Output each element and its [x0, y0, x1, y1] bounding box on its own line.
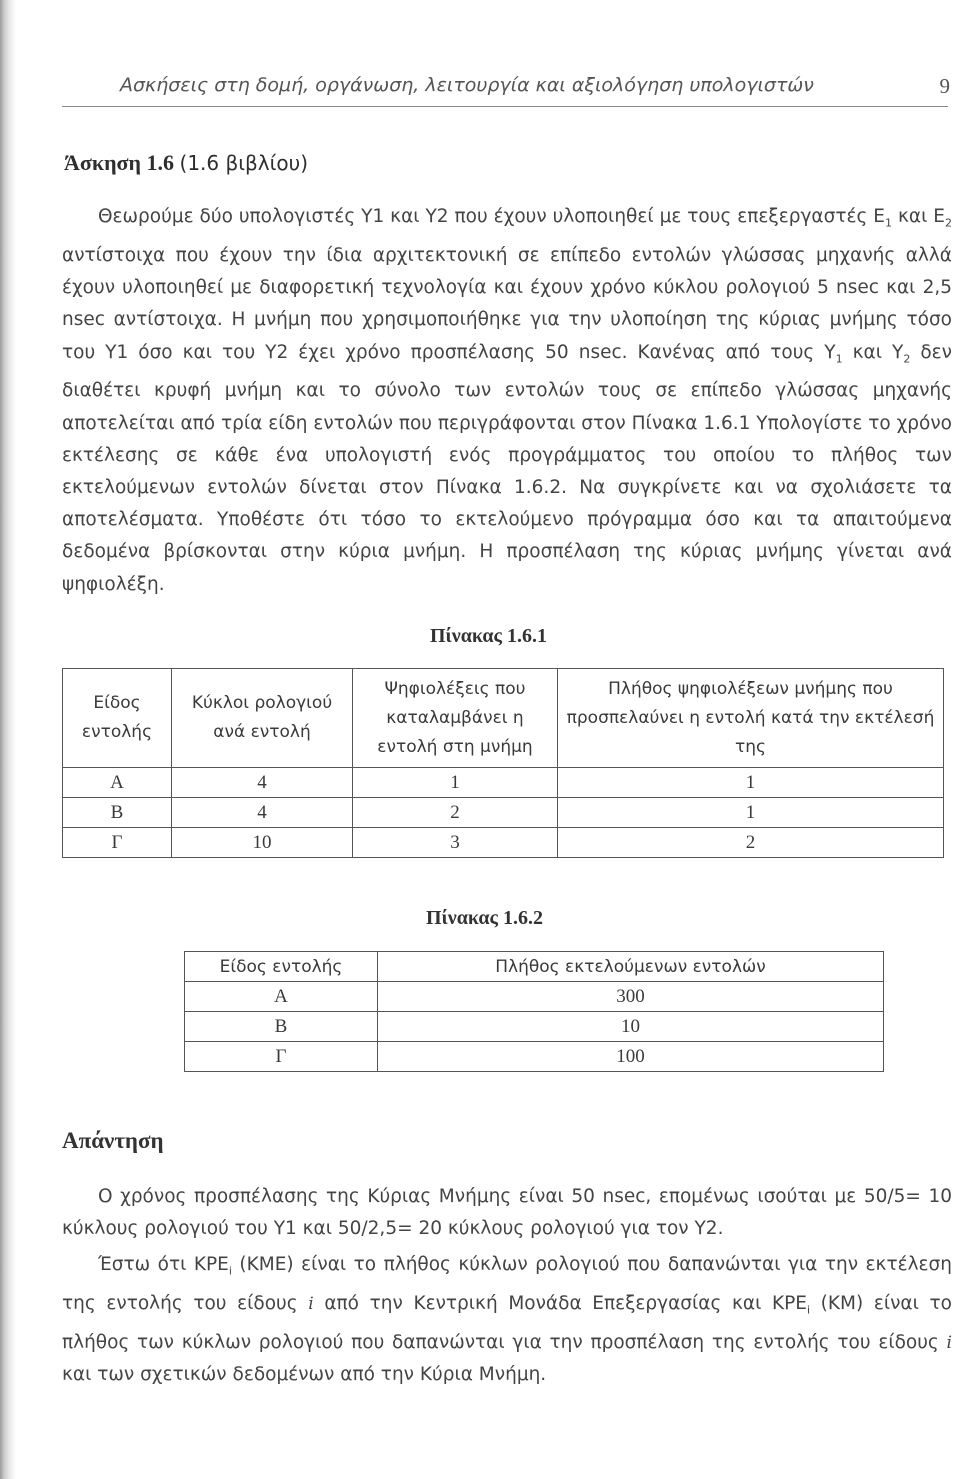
table1-header-cell: Είδος εντολής: [63, 669, 172, 768]
table-cell: 1: [353, 768, 558, 798]
answer-paragraph-2: [62, 1249, 952, 1391]
instruction-count-table: [184, 951, 884, 1072]
y1-subscript: 1: [835, 352, 843, 366]
problem-text-2: και: [897, 206, 928, 227]
table2-header-row: [185, 952, 884, 982]
y2-letter: Υ: [892, 341, 904, 363]
table2-header-cell: Είδος εντολής: [185, 952, 378, 982]
exercise-number: Άσκηση 1.6: [64, 150, 175, 175]
table-cell: Γ: [63, 828, 172, 858]
table-row: [185, 1012, 884, 1042]
table-cell: Γ: [185, 1042, 378, 1072]
answer-text-b: (ΚΜΕ) είναι το πλήθος κύκλων ρολογιού που δαπανώνται για την εκτέλεση της εντολής του είδους: [62, 1254, 952, 1314]
table-cell: 300: [378, 982, 884, 1012]
e1-subscript: 1: [885, 216, 892, 230]
kpe-subscript: i: [806, 1303, 811, 1317]
table-cell: Β: [63, 798, 172, 828]
table-cell: 1: [558, 798, 944, 828]
table1-header-cell: Ψηφιολέξεις που καταλαμβάνει η εντολή στη μνήμη: [353, 669, 558, 768]
problem-text-1: Θεωρούμε δύο υπολογιστές Υ1 και Υ2 που έχουν υλοποιηθεί με τους επεξεργαστές: [98, 206, 868, 227]
y2-subscript: 2: [903, 352, 911, 366]
table-row: [63, 828, 944, 858]
problem-text-5: δεν διαθέτει κρυφή μνήμη και το σύνολο των εντολών τους σε επίπεδο γλώσσας μηχανής αποτελείται από τρία είδη εντολών που περιγράφονται στον Πίνακα 1.6.1 Υπολογίστε το χρόνο εκτέλεσης σε κάθε ένα υπολογιστή ενός προγράμματος του οποίου το πλήθος των εκτελούμενων εντολών δίνεται στον Πίνακα 1.6.2. Να συγκρίνετε και να σχολιάσετε τα αποτελέσματα. Υποθέστε ότι τόσο το εκτελούμενο πρόγραμμα όσο και τα απαιτούμενα δεδομένα βρίσκονται στην κύρια μνήμη. Η προσπέλαση της κύριας μνήμης γίνεται ανά ψηφιολέξη.: [62, 341, 952, 595]
running-title: Ασκήσεις στη δομή, οργάνωση, λειτουργία και αξιολόγηση υπολογιστών: [120, 74, 814, 96]
answer-text-c: από την Κεντρική Μονάδα Επεξεργασίας και ΚΡΕ: [324, 1292, 807, 1314]
e1-letter: Ε: [873, 206, 885, 227]
exercise-title: [64, 150, 308, 176]
table2-caption: Πίνακας 1.6.2: [426, 907, 543, 929]
table-cell: 2: [353, 798, 558, 828]
table-cell: Β: [185, 1012, 378, 1042]
running-header: [120, 74, 956, 96]
processor-e2: [933, 206, 952, 230]
index-i: i: [946, 1332, 952, 1353]
table-cell: 100: [378, 1042, 884, 1072]
table-cell: 10: [172, 828, 353, 858]
answer-text-e: και των σχετικών δεδομένων από την Κύρια Μνήμη.: [62, 1363, 547, 1385]
table2-header-cell: Πλήθος εκτελούμενων εντολών: [378, 952, 884, 982]
table-cell: 10: [378, 1012, 884, 1042]
computer-y1: [824, 341, 843, 366]
table-cell: 1: [558, 768, 944, 798]
table-cell: 2: [558, 828, 944, 858]
table-row: [185, 982, 884, 1012]
problem-text-3: αντίστοιχα που έχουν την ίδια αρχιτεκτονική σε επίπεδο εντολών γλώσσας μηχανής αλλά έχουν υλοποιηθεί με διαφορετική τεχνολογία και έχουν χρόνο κύκλου ρολογιού 5 nsec και 2,5 nsec αντίστοιχα. Η μνήμη που χρησιμοποιήθηκε για την υλοποίηση της κύριας μνήμης τόσο του Υ1 όσο και του Υ2 έχει χρόνο προσπέλασης 50 nsec. Κανένας από τους: [62, 244, 952, 363]
problem-statement: [62, 201, 952, 601]
index-i: i: [308, 1293, 314, 1314]
answer-heading: Απάντηση: [62, 1128, 164, 1153]
header-rule: [62, 106, 948, 107]
problem-text-4: και: [852, 341, 882, 363]
computer-y2: [892, 341, 911, 366]
table-cell: 4: [172, 768, 353, 798]
table-row: [63, 768, 944, 798]
table1-header-cell: Πλήθος ψηφιολέξεων μνήμης που προσπελαύνει η εντολή κατά την εκτέλεσή της: [558, 669, 944, 768]
table-row: [63, 798, 944, 828]
y1-letter: Υ: [824, 341, 836, 363]
exercise-reference: (1.6 βιβλίου): [179, 151, 309, 175]
table-row: [185, 1042, 884, 1072]
e2-letter: Ε: [933, 206, 945, 227]
table-cell: 3: [353, 828, 558, 858]
table-cell: Α: [185, 982, 378, 1012]
kpe-subscript: i: [228, 1264, 232, 1278]
answer-text-d: (ΚΜ) είναι το πλήθος των κύκλων ρολογιού που δαπανώνται για την προσπέλαση της εντολής του είδους: [62, 1292, 952, 1353]
table1-header-cell: Κύκλοι ρολογιού ανά εντολή: [172, 669, 353, 768]
table1-caption: Πίνακας 1.6.1: [430, 625, 547, 647]
answer-text-a: Έστω ότι ΚΡΕ: [98, 1254, 229, 1275]
scan-edge-shadow: [0, 0, 16, 1479]
processor-e1: [873, 206, 892, 230]
e2-subscript: 2: [945, 216, 952, 230]
page-number: 9: [939, 74, 950, 98]
table1-header-row: [63, 669, 944, 768]
table-cell: 4: [172, 798, 353, 828]
answer-paragraph-1: Ο χρόνος προσπέλασης της Κύριας Μνήμης είναι 50 nsec, επομένως ισούται με 50/5= 10 κύκλους ρολογιού του Υ1 και 50/2,5= 20 κύκλους ρολογιού για τον Υ2.: [62, 1186, 952, 1240]
table-cell: Α: [63, 768, 172, 798]
instruction-types-table: [62, 668, 944, 858]
